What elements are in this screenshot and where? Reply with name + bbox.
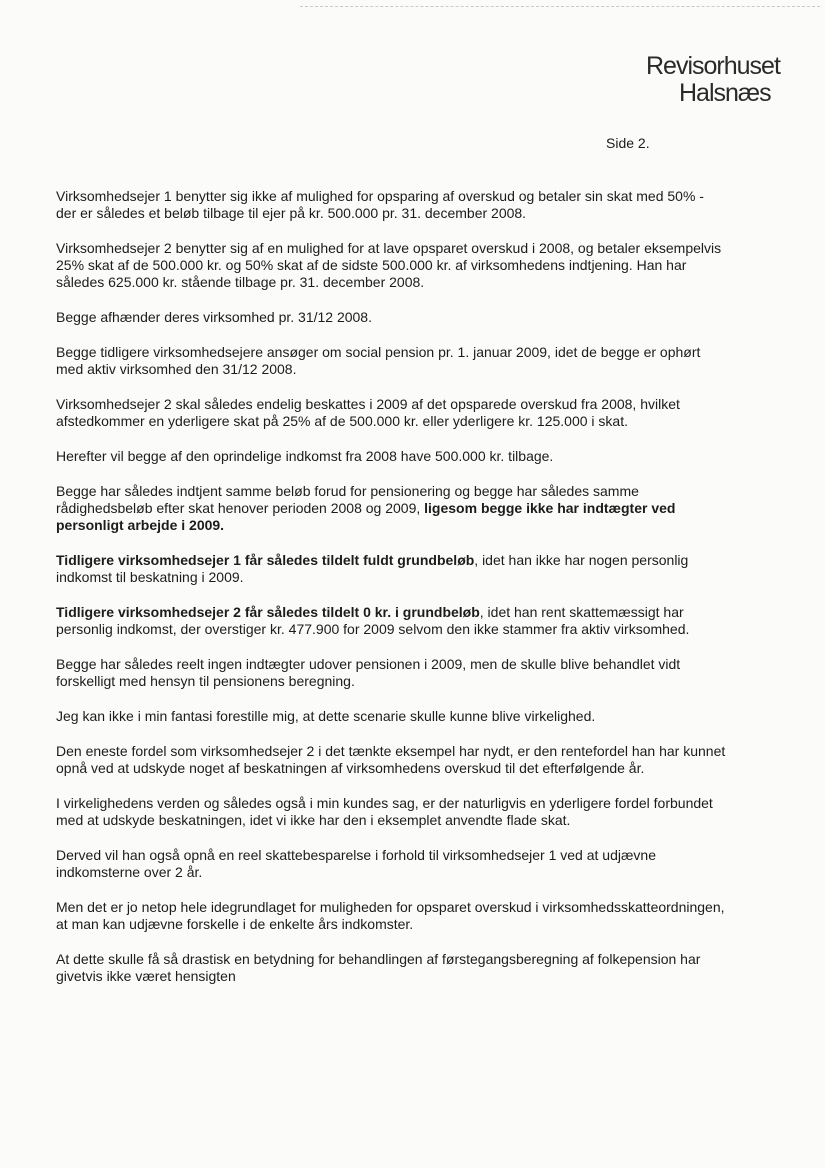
- paragraph-8: Tidligere virksomhedsejer 1 får således tildelt fuldt grundbeløb, idet han ikke har nogen personlig indkomst til beskatning i 2009.: [56, 552, 689, 585]
- paragraph-9: Tidligere virksomhedsejer 2 får således tildelt 0 kr. i grundbeløb, idet han rent skattemæssigt har personlig indkomst, der overstiger kr. 477.900 for 2009 selvom den ikke stammer fra aktiv virksomhed.: [56, 604, 690, 637]
- paragraph-5: Virksomhedsejer 2 skal således endelig beskattes i 2009 af det opsparede overskud fra 2008, hvilket afstedkommer en yderligere skat på 25% af de 500.000 kr. eller yderligere kr. 125.000 i skat.: [56, 396, 680, 429]
- paragraph-1: Virksomhedsejer 1 benytter sig ikke af mulighed for opsparing af overskud og betaler sin skat med 50% - der er således et beløb tilbage til ejer på kr. 500.000 pr. 31. december 2008.: [56, 188, 704, 221]
- scan-edge-line: [300, 6, 820, 7]
- page-number: Side 2.: [606, 135, 650, 151]
- letter-body: [56, 188, 728, 1003]
- paragraph-2: Virksomhedsejer 2 benytter sig af en mulighed for at lave opsparet overskud i 2008, og betaler eksempelvis 25% skat af de 500.000 kr. og 50% skat af de sidste 500.000 kr. af virksomhedens indtjening. Han har således 625.000 kr. stående tilbage pr. 31. december 2008.: [56, 240, 722, 290]
- company-logo: [646, 46, 786, 110]
- logo-line2: Halsnæs: [679, 79, 771, 107]
- paragraph-12: Den eneste fordel som virksomhedsejer 2 i det tænkte eksempel har nydt, er den rentefordel han har kunnet opnå ved at udskyde noget af beskatningen af virksomhedens overskud til det efterfølgende år.: [56, 743, 726, 776]
- paragraph-16: At dette skulle få så drastisk en betydning for behandlingen af førstegangsberegning af folkepension har givetvis ikke været hensigten: [56, 951, 701, 984]
- paragraph-7: Begge har således indtjent samme beløb forud for pensionering og begge har således samme rådighedsbeløb efter skat henover perioden 2008 og 2009, ligesom begge ikke har indtægter ved personligt arbejde i 2009.: [56, 483, 676, 533]
- paragraph-13: I virkelighedens verden og således også i min kundes sag, er der naturligvis en yderligere fordel forbundet med at udskyde beskatningen, idet vi ikke har den i eksemplet anvendte flade skat.: [56, 795, 713, 828]
- paragraph-6: Herefter vil begge af den oprindelige indkomst fra 2008 have 500.000 kr. tilbage.: [56, 448, 554, 464]
- paragraph-10: Begge har således reelt ingen indtægter udover pensionen i 2009, men de skulle blive behandlet vidt forskelligt med hensyn til pensionens beregning.: [56, 656, 681, 689]
- paragraph-15: Men det er jo netop hele idegrundlaget for muligheden for opsparet overskud i virksomhedsskatteordningen, at man kan udjævne forskelle i de enkelte års indkomster.: [56, 899, 725, 932]
- paragraph-3: Begge afhænder deres virksomhed pr. 31/12 2008.: [56, 309, 372, 325]
- paragraph-4: Begge tidligere virksomhedsejere ansøger om social pension pr. 1. januar 2009, idet de begge er ophørt med aktiv virksomhed den 31/12 2008.: [56, 344, 701, 377]
- paragraph-11: Jeg kan ikke i min fantasi forestille mig, at dette scenarie skulle kunne blive virkelighed.: [56, 708, 596, 724]
- paragraph-14: Derved vil han også opnå en reel skattebesparelse i forhold til virksomhedsejer 1 ved at udjævne indkomsterne over 2 år.: [56, 847, 657, 880]
- logo-line1: Revisorhuset: [646, 52, 780, 80]
